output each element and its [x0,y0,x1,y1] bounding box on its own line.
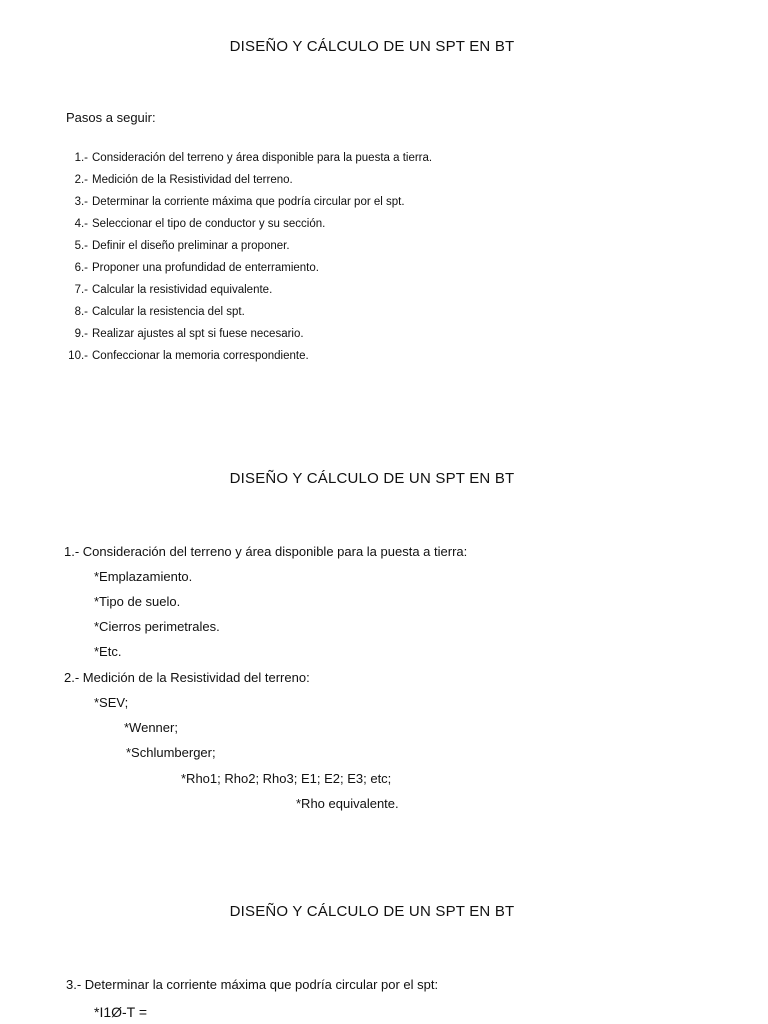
sev-item: *SEV; [94,695,129,710]
step-number: 2.- [74,174,88,186]
intro-text: Pasos a seguir: [66,110,156,125]
current-formula: *I1Ø-T = [94,1004,148,1020]
rho-values: *Rho1; Rho2; Rho3; E1; E2; E3; etc; [181,771,392,786]
step-text: Confeccionar la memoria correspondiente. [92,350,309,362]
list-item [66,326,432,348]
step-number: 8.- [74,306,88,318]
list-item [66,194,432,216]
detail-sub-item: *Etc. [94,644,122,659]
step-number: 7.- [74,284,88,296]
section-title: DISEÑO Y CÁLCULO DE UN SPT EN BT [229,903,515,920]
list-item [66,348,432,370]
step-text: Determinar la corriente máxima que podría circular por el spt. [92,196,405,208]
section-title: DISEÑO Y CÁLCULO DE UN SPT EN BT [229,38,515,55]
rho-equivalent: *Rho equivalente. [296,796,399,811]
list-item [66,172,432,194]
section-title: DISEÑO Y CÁLCULO DE UN SPT EN BT [229,470,515,487]
step-text: Medición de la Resistividad del terreno. [92,174,293,186]
step-text: Consideración del terreno y área disponible para la puesta a tierra. [92,152,433,164]
detail-item-2: 2.- Medición de la Resistividad del terreno: [64,670,310,685]
list-item [66,260,432,282]
list-item [66,238,432,260]
detail-sub-item: *Cierros perimetrales. [94,619,220,634]
detail-item-3: 3.- Determinar la corriente máxima que podría circular por el spt: [66,977,439,992]
wenner-item: *Wenner; [124,720,178,735]
step-number: 5.- [74,240,88,252]
step-number: 1.- [74,152,88,164]
step-number: 6.- [74,262,88,274]
schlumberger-item: *Schlumberger; [126,745,216,760]
detail-sub-item: *Emplazamiento. [94,569,193,584]
step-number: 3.- [74,196,88,208]
step-text: Proponer una profundidad de enterramiento. [92,262,319,274]
step-text: Calcular la resistencia del spt. [92,306,245,318]
step-text: Seleccionar el tipo de conductor y su sección. [92,218,326,230]
detail-sub-item: *Tipo de suelo. [94,594,181,609]
steps-list [66,150,432,370]
list-item [66,282,432,304]
step-number: 10.- [68,350,88,362]
list-item [66,304,432,326]
step-text: Realizar ajustes al spt si fuese necesario. [92,328,304,340]
list-item [66,216,432,238]
step-text: Calcular la resistividad equivalente. [92,284,273,296]
detail-item-1: 1.- Consideración del terreno y área disponible para la puesta a tierra: [64,544,468,559]
step-text: Definir el diseño preliminar a proponer. [92,240,290,252]
step-number: 9.- [74,328,88,340]
list-item [66,150,432,172]
step-number: 4.- [74,218,88,230]
